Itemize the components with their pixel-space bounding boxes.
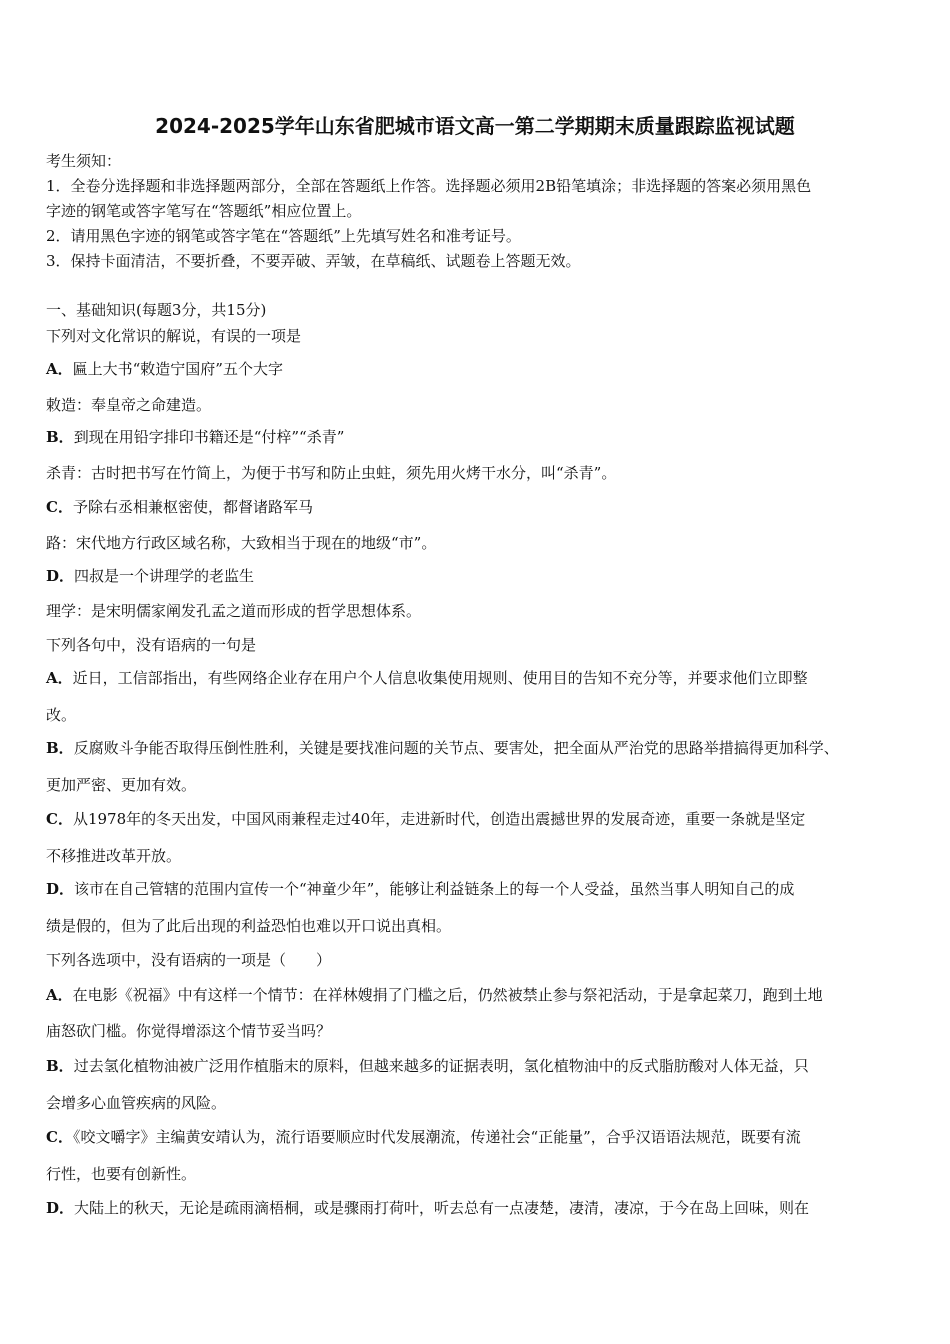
option-continuation: 庙怒砍门槛。你觉得增添这个情节妥当吗？ <box>46 1022 332 1040</box>
option-letter: C． <box>46 810 73 828</box>
option-d <box>46 1197 809 1219</box>
question-stem: 下列各句中，没有语病的一句是 <box>46 636 257 654</box>
option-d <box>46 565 254 587</box>
option-text: 大陆上的秋天，无论是疏雨滴梧桐，或是骤雨打荷叶，听去总有一点凄楚，凄清，凄凉，于今在岛上回味，则在 <box>74 1199 810 1217</box>
option-letter: D． <box>46 1199 75 1217</box>
option-c <box>46 808 805 830</box>
option-text: 到现在用铅字排印书籍还是“付梓”“杀青” <box>73 428 345 446</box>
option-text: 从1978年的冬天出发，中国风雨兼程走过40年，走进新时代，创造出震撼世界的发展奇迹，重要一条就是坚定 <box>72 810 806 828</box>
page-title: 2024-2025学年山东省肥城市语文高一第二学期期末质量跟踪监视试题 <box>155 114 795 138</box>
option-text: 反腐败斗争能否取得压倒性胜利，关键是要找准问题的关节点、要害处，把全面从严治党的思路举措搞得更加科学、 <box>73 739 839 757</box>
option-continuation: 绩是假的，但为了此后出现的利益恐怕也难以开口说出真相。 <box>46 917 452 935</box>
option-a <box>46 984 823 1006</box>
option-letter: C． <box>46 498 73 516</box>
option-text: 近日，工信部指出，有些网络企业存在用户个人信息收集使用规则、使用目的告知不充分等，并要求他们立即整 <box>72 669 808 687</box>
option-note: 杀青：古时把书写在竹简上，为便于书写和防止虫蛀，须先用火烤干水分，叫“杀青”。 <box>46 464 617 482</box>
option-b <box>46 426 344 448</box>
option-text: 过去氢化植物油被广泛用作植脂末的原料，但越来越多的证据表明，氢化植物油中的反式脂肪酸对人体无益，只 <box>73 1057 809 1075</box>
notice-item: 3．保持卡面清洁，不要折叠，不要弄破、弄皱，在草稿纸、试题卷上答题无效。 <box>46 252 581 270</box>
option-text: 《咬文嚼字》主编黄安靖认为，流行语要顺应时代发展潮流，传递社会“正能量”，合乎汉语语法规范，既要有流 <box>72 1128 801 1146</box>
option-letter: B． <box>46 739 74 757</box>
option-letter: A． <box>46 669 73 687</box>
option-letter: C． <box>46 1128 73 1146</box>
notice-item: 1．全卷分选择题和非选择题两部分，全部在答题纸上作答。选择题必须用2B铅笔填涂；非选择题的答案必须用黑色 <box>46 177 812 195</box>
option-continuation: 行性，也要有创新性。 <box>46 1165 197 1183</box>
option-note: 路：宋代地方行政区域名称，大致相当于现在的地级“市”。 <box>46 534 437 552</box>
option-letter: A． <box>46 360 73 378</box>
question-stem: 下列各选项中，没有语病的一项是（ ） <box>46 951 332 969</box>
notice-item: 字迹的钢笔或答字笔写在“答题纸”相应位置上。 <box>46 202 362 220</box>
option-c <box>46 496 313 518</box>
option-a <box>46 358 283 380</box>
option-letter: A． <box>46 986 73 1004</box>
section-heading: 一、基础知识(每题3分，共15分) <box>46 301 267 319</box>
option-text: 予除右丞相兼枢密使，都督诸路军马 <box>72 498 313 516</box>
option-c <box>46 1126 801 1148</box>
notice-heading: 考生须知： <box>46 152 122 170</box>
option-note: 敕造：奉皇帝之命建造。 <box>46 396 212 414</box>
option-continuation: 改。 <box>46 706 77 724</box>
option-text: 四叔是一个讲理学的老监生 <box>74 567 255 585</box>
option-a <box>46 667 808 689</box>
option-b <box>46 737 839 759</box>
option-letter: B． <box>46 1057 74 1075</box>
option-b <box>46 1055 809 1077</box>
option-note: 理学：是宋明儒家阐发孔孟之道而形成的哲学思想体系。 <box>46 602 422 620</box>
option-continuation: 会增多心血管疾病的风险。 <box>46 1094 227 1112</box>
option-d <box>46 878 794 900</box>
option-letter: D． <box>46 567 75 585</box>
option-letter: D． <box>46 880 75 898</box>
option-continuation: 更加严密、更加有效。 <box>46 776 197 794</box>
option-letter: B． <box>46 428 74 446</box>
option-text: 匾上大书“敕造宁国府”五个大字 <box>72 360 283 378</box>
option-continuation: 不移推进改革开放。 <box>46 847 182 865</box>
option-text: 在电影《祝福》中有这样一个情节：在祥林嫂捐了门槛之后，仍然被禁止参与祭祀活动，于是拿起菜刀，跑到土地 <box>72 986 823 1004</box>
option-text: 该市在自己管辖的范围内宣传一个“神童少年”，能够让利益链条上的每一个人受益，虽然当事人明知自己的成 <box>74 880 795 898</box>
question-stem: 下列对文化常识的解说，有误的一项是 <box>46 327 302 345</box>
notice-item: 2．请用黑色字迹的钢笔或答字笔在“答题纸”上先填写姓名和准考证号。 <box>46 227 521 245</box>
